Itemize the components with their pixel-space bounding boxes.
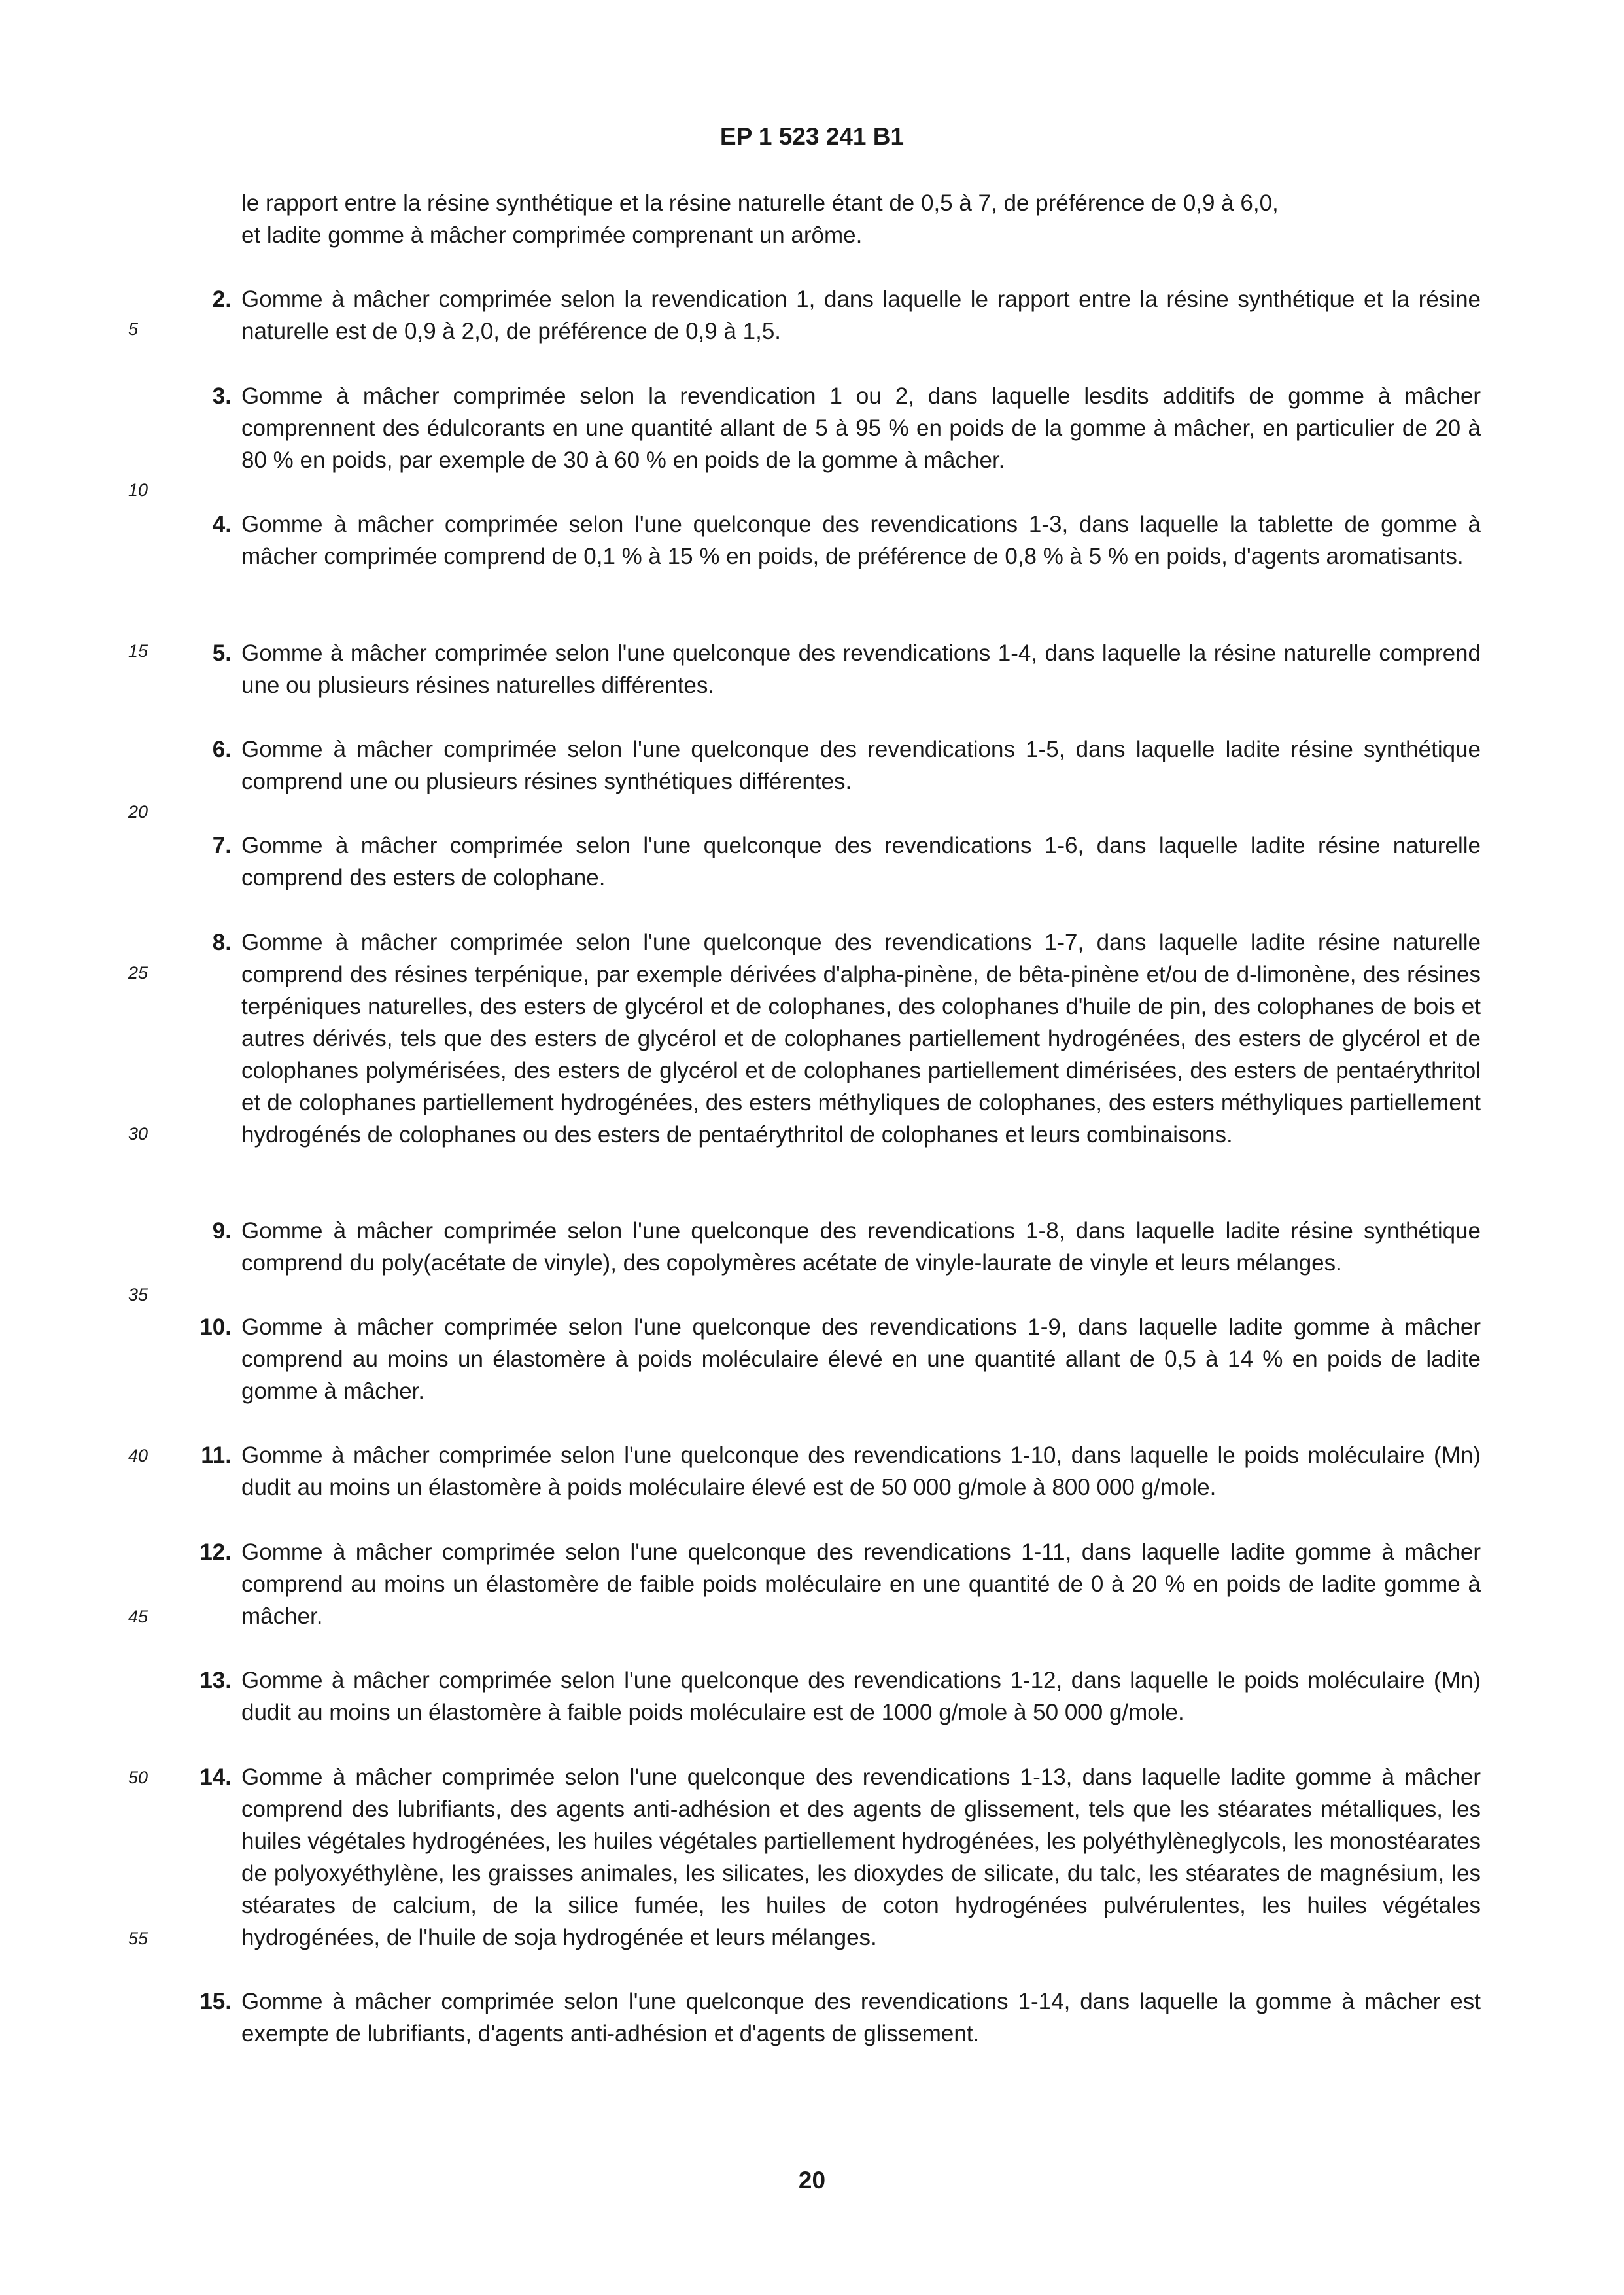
claim-11: [191, 1439, 1481, 1503]
claim-number: 9.: [212, 1218, 232, 1244]
line-number: 35: [128, 1285, 148, 1305]
claim-number: 8.: [212, 930, 232, 955]
line-number: 15: [128, 641, 148, 661]
claim-text: Gomme à mâcher comprimée selon l'une quelconque des revendications 1-8, dans laquelle ladite résine synthétique comprend du poly(acétate de vinyle), des copolymères acétate de vinyle-laurate de vinyle et leurs mélanges.: [241, 1218, 1481, 1276]
claim-3: [191, 380, 1481, 476]
claim-7: [191, 830, 1481, 894]
continuation-line: et ladite gomme à mâcher comprimée comprenant un arôme.: [241, 222, 863, 248]
claim-text: Gomme à mâcher comprimée selon l'une quelconque des revendications 1-14, dans laquelle la gomme à mâcher est exempte de lubrifiants, d'agents anti-adhésion et d'agents de glissement.: [241, 1989, 1481, 2046]
claim-number: 2.: [212, 287, 232, 312]
claim-text: Gomme à mâcher comprimée selon l'une quelconque des revendications 1-11, dans laquelle ladite gomme à mâcher comprend au moins un élastomère de faible poids moléculaire en une quantité de 0 à 20 % en poids de ladite gomme à mâcher.: [241, 1539, 1481, 1629]
claim-number: 6.: [212, 737, 232, 762]
claim-5: [191, 637, 1481, 701]
claim-1-continuation: [241, 187, 1481, 251]
line-number: 55: [128, 1929, 148, 1948]
line-number: 25: [128, 963, 148, 983]
claim-2: [191, 283, 1481, 347]
claim-number: 7.: [212, 833, 232, 858]
claim-13: [191, 1664, 1481, 1728]
line-number: 5: [128, 319, 139, 339]
claim-text: Gomme à mâcher comprimée selon l'une quelconque des revendications 1-7, dans laquelle ladite résine naturelle comprend des résines terpénique, par exemple dérivées d'alpha-pinène, de bêta-pinène et/ou de d-limonène, des résines terpéniques naturelles, des esters de glycérol et de colophanes, des colophanes d'huile de pin, des colophanes de bois et autres dérivés, tels que des esters de glycérol et de colophanes partiellement hydrogénées, des esters de glycérol et de colophanes polymérisées, des esters de glycérol et de colophanes partiellement dimérisées, des esters de pentaérythritol et de colophanes partiellement hydrogénées, des esters méthyliques de colophanes, des esters méthyliques partiellement hydrogénés de colophanes ou des esters de pentaérythritol de colophanes et leurs combinaisons.: [241, 930, 1481, 1148]
line-number: 40: [128, 1446, 148, 1465]
claim-text: Gomme à mâcher comprimée selon l'une quelconque des revendications 1-6, dans laquelle ladite résine naturelle comprend des esters de colophane.: [241, 833, 1481, 890]
claim-text: Gomme à mâcher comprimée selon l'une quelconque des revendications 1-5, dans laquelle ladite résine synthétique comprend une ou plusieurs résines synthétiques différentes.: [241, 737, 1481, 794]
claim-14: [191, 1761, 1481, 1953]
claim-10: [191, 1311, 1481, 1407]
claim-6: [191, 733, 1481, 797]
claim-12: [191, 1536, 1481, 1632]
claim-number: 15.: [199, 1989, 232, 2014]
claim-text: Gomme à mâcher comprimée selon l'une quelconque des revendications 1-9, dans laquelle ladite gomme à mâcher comprend au moins un élastomère à poids moléculaire élevé en une quantité allant de 0,5 à 14 % en poids de ladite gomme à mâcher.: [241, 1314, 1481, 1404]
claim-text: Gomme à mâcher comprimée selon l'une quelconque des revendications 1-10, dans laquelle le poids moléculaire (Mn) dudit au moins un élastomère à poids moléculaire élevé est de 50 000 g/mole à 800 000 g/mole.: [241, 1443, 1481, 1500]
claim-text: Gomme à mâcher comprimée selon l'une quelconque des revendications 1-3, dans laquelle la tablette de gomme à mâcher comprimée comprend de 0,1 % à 15 % en poids, de préférence de 0,8 % à 5 % en poids, d'agents aromatisants.: [241, 512, 1481, 569]
line-number: 45: [128, 1607, 148, 1626]
page-number: 20: [798, 2167, 826, 2194]
claim-number: 4.: [212, 512, 232, 537]
claim-number: 14.: [199, 1764, 232, 1790]
claim-text: Gomme à mâcher comprimée selon l'une quelconque des revendications 1-12, dans laquelle le poids moléculaire (Mn) dudit au moins un élastomère à faible poids moléculaire est de 1000 g/mole à 50 000 g/mole.: [241, 1668, 1481, 1725]
claim-text: Gomme à mâcher comprimée selon la revendication 1, dans laquelle le rapport entre la résine synthétique et la résine naturelle est de 0,9 à 2,0, de préférence de 0,9 à 1,5.: [241, 287, 1481, 344]
line-number: 30: [128, 1124, 148, 1144]
claim-text: Gomme à mâcher comprimée selon l'une quelconque des revendications 1-13, dans laquelle ladite gomme à mâcher comprend des lubrifiants, des agents anti-adhésion et des agents de glissement, tels que les stéarates métalliques, les huiles végétales hydrogénées, les huiles végétales partiellement hydrogénées, les polyéthylèneglycols, les monostéarates de polyoxyéthylène, les graisses animales, les silicates, les dioxydes de silicate, du talc, les stéarates de magnésium, les stéarates de calcium, de la silice fumée, les huiles de coton hydrogénées pulvérulentes, les huiles végétales hydrogénées, de l'huile de soja hydrogénée et leurs mélanges.: [241, 1764, 1481, 1950]
line-number: 10: [128, 480, 148, 500]
claim-15: [191, 1986, 1481, 2050]
line-number: 50: [128, 1768, 148, 1787]
claim-number: 12.: [199, 1539, 232, 1565]
document-header: EP 1 523 241 B1: [719, 123, 905, 150]
claim-9: [191, 1215, 1481, 1279]
claim-4: [191, 508, 1481, 572]
claim-text: Gomme à mâcher comprimée selon la revendication 1 ou 2, dans laquelle lesdits additifs de gomme à mâcher comprennent des édulcorants en une quantité allant de 5 à 95 % en poids de la gomme à mâcher, en particulier de 20 à 80 % en poids, par exemple de 30 à 60 % en poids de la gomme à mâcher.: [241, 383, 1481, 473]
claim-number: 10.: [199, 1314, 232, 1340]
claim-number: 11.: [201, 1443, 232, 1468]
claim-text: Gomme à mâcher comprimée selon l'une quelconque des revendications 1-4, dans laquelle la résine naturelle comprend une ou plusieurs résines naturelles différentes.: [241, 640, 1481, 698]
claim-8: [191, 926, 1481, 1151]
continuation-line: le rapport entre la résine synthétique et la résine naturelle étant de 0,5 à 7, de préférence de 0,9 à 6,0,: [241, 190, 1279, 216]
claim-number: 5.: [212, 640, 232, 666]
claim-number: 13.: [199, 1668, 232, 1693]
line-number: 20: [128, 802, 148, 822]
claim-number: 3.: [212, 383, 232, 409]
